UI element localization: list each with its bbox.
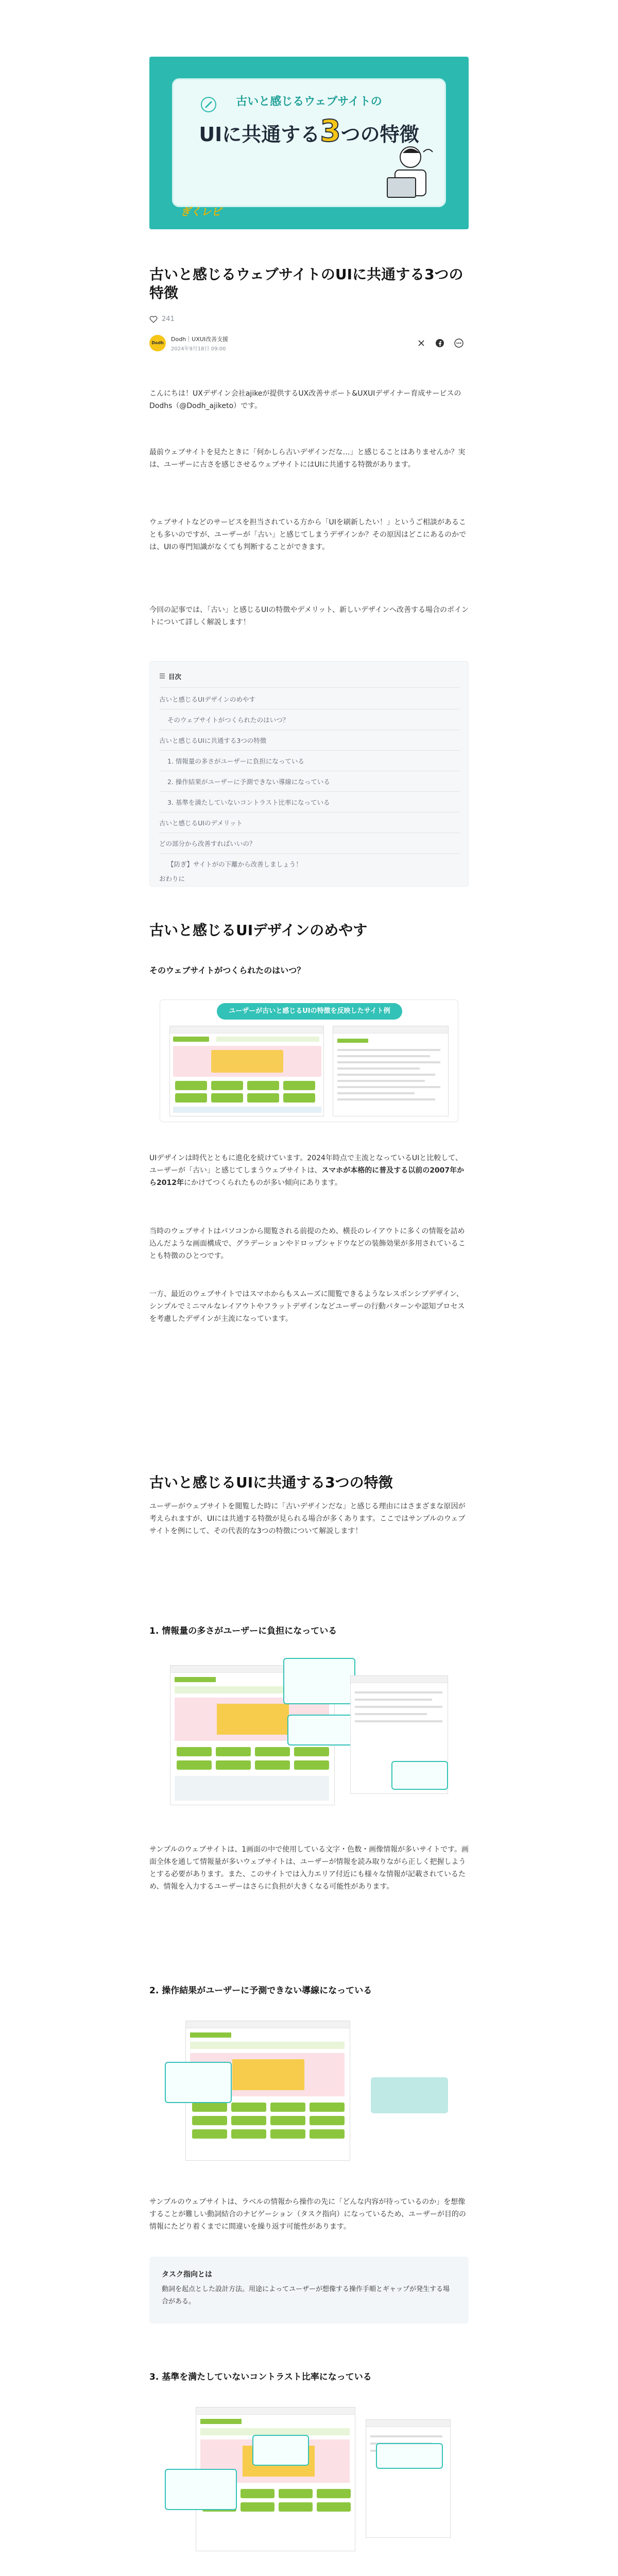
author-row [149,334,469,354]
toc-divider [159,750,460,751]
article-title: 古いと感じるウェブサイトのUIに共通する3つの特徴 [149,266,464,301]
hero-title-a: UIに共通する [199,123,320,146]
annotation-callout [287,1715,354,1745]
hero-title-line1: 古いと感じるウェブサイトの [236,95,382,108]
section1-paragraph-3: 一方、最近のウェブサイトではスマホからもスムーズに閲覧できるようなレスポンシブデザイン、シンプルでミニマルなレイアウトやフラットデザインなどユーザーの行動パターンや認知プロセスを考慮したデザインが主流になっています。 [149,1290,465,1323]
annotation-callout [283,1658,355,1704]
toc-divider [159,791,460,792]
publish-date: 2024年9月18日 09:00 [171,346,226,352]
toc-item[interactable]: おわりに [159,875,185,883]
intro-paragraph-1: こんにちは！UXデザイン会社ajikeが提供するUX改善サポート&UXUIデザイナー育成サービスのDodhs（@Dodh_ajiketo）です。 [149,389,461,410]
list-icon [159,673,165,679]
figure-old-site-example [160,999,458,1122]
figure-unpredictable-navigation [165,2015,453,2165]
annotation-callout [252,2435,309,2466]
toc-item[interactable]: 3. 基準を満たしていないコントラスト比率になっている [167,799,330,806]
mock-browser-mobile [333,1026,449,1116]
toc-item[interactable]: そのウェブサイトがつくられたのはいつ？ [167,716,289,724]
feature-paragraph-2: サンプルのウェブサイトは、ラベルの情報から操作の先に「どんな内容が待っているのか」を想像することが難しい動詞結合のナビゲーション（タスク指向）になっているため、ユーザーが目的の情報にたどり着くまでに間違いを繰り返す可能性があります。 [149,2198,466,2231]
section1-p1-end: にかけてつくられたものが多い傾向にあります。 [183,1179,342,1187]
hero-title-b: つの特徴 [340,123,419,146]
callout-body: 動詞を起点とした設計方法。用途によってユーザーが想像する操作手順とギャップが発生する場合がある。 [162,2285,450,2306]
mock-browser [169,1026,324,1116]
hero-title-number: 3 [320,113,341,148]
toc-heading: 目次 [168,673,182,681]
section1-paragraph-2: 当時のウェブサイトはパソコンから閲覧される前提のため、横長のレイアウトに多くの情報を詰め込んだような画面構成で、グラデーションやドロップシャドウなどの装飾効果が多用されていることも特徴のひとつです。 [149,1227,466,1260]
author-name[interactable]: Dodh｜UXUI改善支援 [171,336,229,343]
feature-paragraph-1: サンプルのウェブサイトは、1画面の中で使用している文字・色数・画像情報が多いサイトです。画面全体を通して情報量が多いウェブサイトは、ユーザーが情報を読み取りながら正しく把握しようとする必要があります。また、このサイトでは入力エリア付近にも様々な情報が記載されているため、情報を入力するユーザーはさらに負担が大きくなる可能性があります。 [149,1845,469,1891]
feature-heading-3: 3. 基準を満たしていないコントラスト比率になっている [149,2372,372,2382]
section-heading-1: 古いと感じるUIデザインのめやす [149,922,368,939]
like-count: 241 [162,315,175,323]
definition-callout [149,2257,469,2324]
annotation-callout [391,1761,448,1790]
figure-caption-pill: ユーザーが古いと感じるUIの特徴を反映したサイト例 [217,1003,402,1020]
toc-item[interactable]: 【防ぎ】サイトがの下離から改善しましょう！ [167,860,302,868]
feature-heading-1: 1. 情報量の多さがユーザーに負担になっている [149,1626,337,1636]
intro-paragraph-2: 最前ウェブサイトを見たときに「何かしら古いデザインだな…」と感じることはありませんか？実は、ユーザーに古さを感じさせるウェブサイトにはUIに共通する特徴があります。 [149,448,466,469]
figure-contrast-ratio [165,2402,453,2556]
hero-title-line2 [149,113,469,148]
section2-intro: ユーザーがウェブサイトを閲覧した時に「古いデザインだな」と感じる理由にはさまざまな原因が考えられますが、UIには共通する特徴が見られる場合が多くあります。ここではサンプルのウェブサイトを例にして、その代表的な3つの特徴について解説します！ [149,1502,466,1535]
section1-paragraph-1 [149,1152,469,1189]
section1-p1-start: UIデザインは時代とともに進化を続けています。2024年時点で主流となっているUIと比較して、ユーザーが「古い」と感じてしまうウェブサイトは、 [149,1154,462,1175]
toc-divider [159,687,460,688]
toc-item[interactable]: 古いと感じるUIデザインのめやす [159,696,255,703]
annotation-callout [165,2469,237,2510]
annotation-callout [376,2443,443,2469]
section-subheading-1: そのウェブサイトがつくられたのはいつ？ [149,965,305,975]
figure-information-overload [165,1658,453,1810]
heart-icon[interactable] [149,315,158,324]
toc-divider [159,853,460,854]
toc-item[interactable]: 1. 情報量の多さがユーザーに負担になっている [167,757,304,765]
toc-item[interactable]: 古いと感じるUIに共通する3つの特徴 [159,737,267,744]
author-avatar[interactable]: Dodh [149,335,166,351]
section1-p1-bold: スマホが本格的に普及する以前の2007年から2012年 [149,1166,465,1187]
section-heading-2: 古いと感じるUIに共通する3つの特徴 [149,1474,393,1491]
toc-item[interactable]: 古いと感じるUIのデメリット [159,819,243,827]
intro-paragraph-4: 今回の記事では、「古い」と感じるUIの特徴やデメリット、新しいデザインへ改善する場合のポイントについて詳しく解説します！ [149,606,469,626]
more-options-icon[interactable] [454,338,464,348]
callout-title: タスク指向とは [162,2270,212,2279]
person-laptop-illustration [380,142,436,204]
toc-item[interactable]: どの部分から改善すればいいの？ [159,840,256,848]
toc-item[interactable]: 2. 操作結果がユーザーに予測できない導線になっている [167,778,330,786]
hero-logo: ぎくレビ [180,206,221,218]
feature-heading-2: 2. 操作結果がユーザーに予測できない導線になっている [149,1986,372,1996]
annotation-callout [165,2062,232,2103]
facebook-share-icon[interactable] [435,338,444,348]
table-of-contents [149,661,469,887]
annotation-callout [371,2077,448,2113]
intro-paragraph-3: ウェブサイトなどのサービスを担当されている方から「UIを刷新したい！」というご相談があることも多いのですが、ユーザーが「古い」と感じてしまうデザインか？その原因はどこにあるのかでは、UIの専門知識がなくても判断することができます。 [149,518,467,551]
x-share-icon[interactable] [417,339,425,347]
hero-image [149,57,469,229]
like-row [149,314,469,325]
